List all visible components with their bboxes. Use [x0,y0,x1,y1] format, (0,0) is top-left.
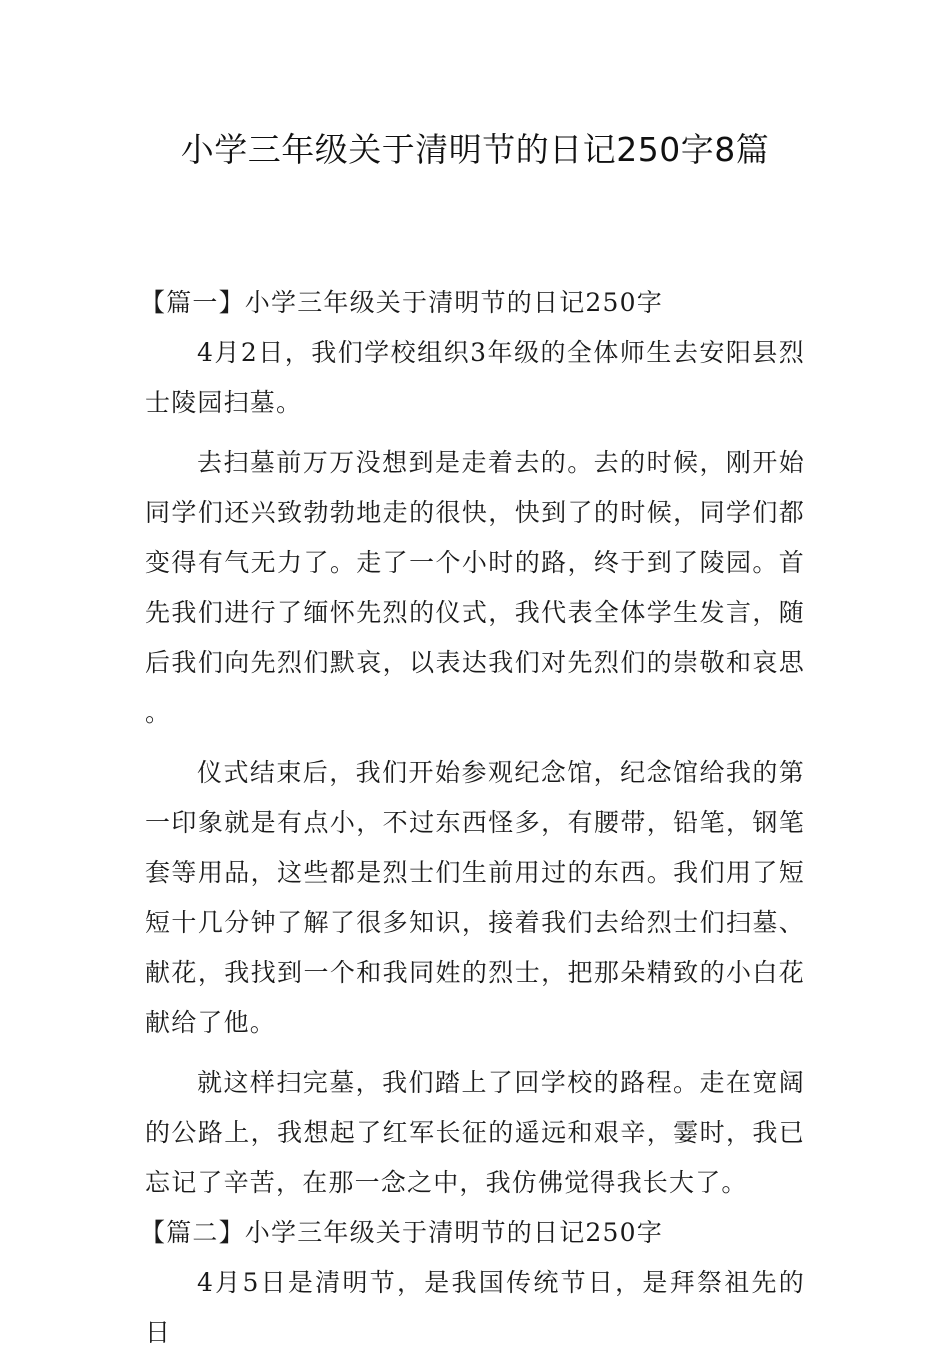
document-body [140,278,805,1358]
paragraph: 仪式结束后，我们开始参观纪念馆，纪念馆给我的第一印象就是有点小，不过东西怪多，有腰带，铅笔，钢笔套等用品，这些都是烈士们生前用过的东西。我们用了短短十几分钟了解了很多知识，接着我们去给烈士们扫墓、献花，我找到一个和我同姓的烈士，把那朵精致的小白花献给了他。 [145,758,805,1037]
section-heading-2: 【篇二】小学三年级关于清明节的日记250字 [140,1218,663,1247]
document-title: 小学三年级关于清明节的日记250字8篇 [180,130,770,169]
paragraph: 4月2日，我们学校组织3年级的全体师生去安阳县烈士陵园扫墓。 [145,338,805,417]
section-heading-1: 【篇一】小学三年级关于清明节的日记250字 [140,288,663,317]
paragraph: 4月5日是清明节，是我国传统节日，是拜祭祖先的日 [145,1268,805,1347]
paragraph: 就这样扫完墓，我们踏上了回学校的路程。走在宽阔的公路上，我想起了红军长征的遥远和艰辛，霎时，我已忘记了辛苦，在那一念之中，我仿佛觉得我长大了。 [145,1068,805,1197]
paragraph: 去扫墓前万万没想到是走着去的。去的时候，刚开始同学们还兴致勃勃地走的很快，快到了的时候，同学们都变得有气无力了。走了一个小时的路，终于到了陵园。首先我们进行了缅怀先烈的仪式，我代表全体学生发言，随后我们向先烈们默哀，以表达我们对先烈们的崇敬和哀思。 [145,448,805,727]
